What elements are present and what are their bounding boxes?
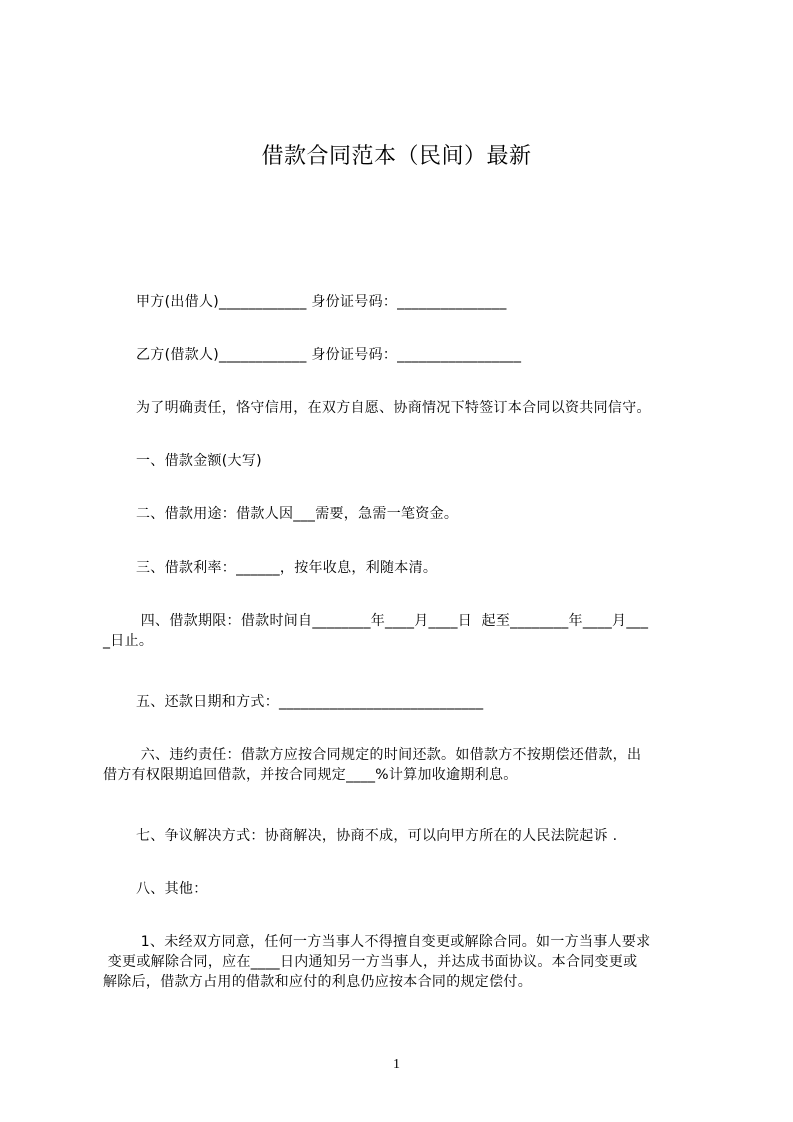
clause-other-item-1: [103, 932, 703, 992]
clause-dispute-resolution: 七、争议解决方式：协商解决，协商不成，可以向甲方所在的人民法院起诉 .: [136, 828, 618, 844]
clause-loan-term-line-2: _日止。: [103, 633, 154, 649]
clause-loan-purpose: 二、借款用途：借款人因___需要，急需一笔资金。: [136, 506, 459, 522]
clause-breach-liability-line-2: 借方有权限期追回借款，并按合同规定____%计算加收逾期利息。: [103, 767, 518, 783]
document-title: 借款合同范本（民间）最新: [261, 144, 532, 169]
clause-breach-liability-line-1: 六、违约责任：借款方应按合同规定的时间还款。如借款方不按期偿还借款，出: [136, 747, 642, 763]
clause-interest-rate: 三、借款利率：______，按年收息，利随本清。: [136, 560, 438, 576]
page-number: 1: [393, 1057, 400, 1072]
clause-repayment: 五、还款日期和方式：____________________________: [136, 694, 484, 710]
clause-loan-term-line-1: 四、借款期限：借款时间自________年____月____日 起至________年____月___: [136, 613, 649, 629]
clause-loan-amount: 一、借款金额(大写): [136, 453, 262, 469]
party-a-line: 甲方(出借人)____________ 身份证号码：_______________: [136, 294, 507, 310]
clause-other: 八、其他：: [136, 881, 208, 897]
preamble-paragraph: 为了明确责任，恪守信用，在双方自愿、协商情况下特签订本合同以资共同信守。: [136, 400, 651, 416]
clause-other-item-1-line-3: 解除后，借款方占用的借款和应付的利息仍应按本合同的规定偿付。: [103, 974, 532, 990]
clause-breach-liability: [103, 745, 703, 785]
clause-other-item-1-line-2: 变更或解除合同，应在____日内通知另一方当事人，并达成书面协议。本合同变更或: [103, 954, 638, 970]
clause-other-item-1-line-1: 1、未经双方同意，任何一方当事人不得擅自变更或解除合同。如一方当事人要求: [136, 934, 651, 950]
clause-loan-term: [103, 611, 703, 651]
party-b-line: 乙方(借款人)____________ 身份证号码：_________________: [136, 347, 522, 363]
